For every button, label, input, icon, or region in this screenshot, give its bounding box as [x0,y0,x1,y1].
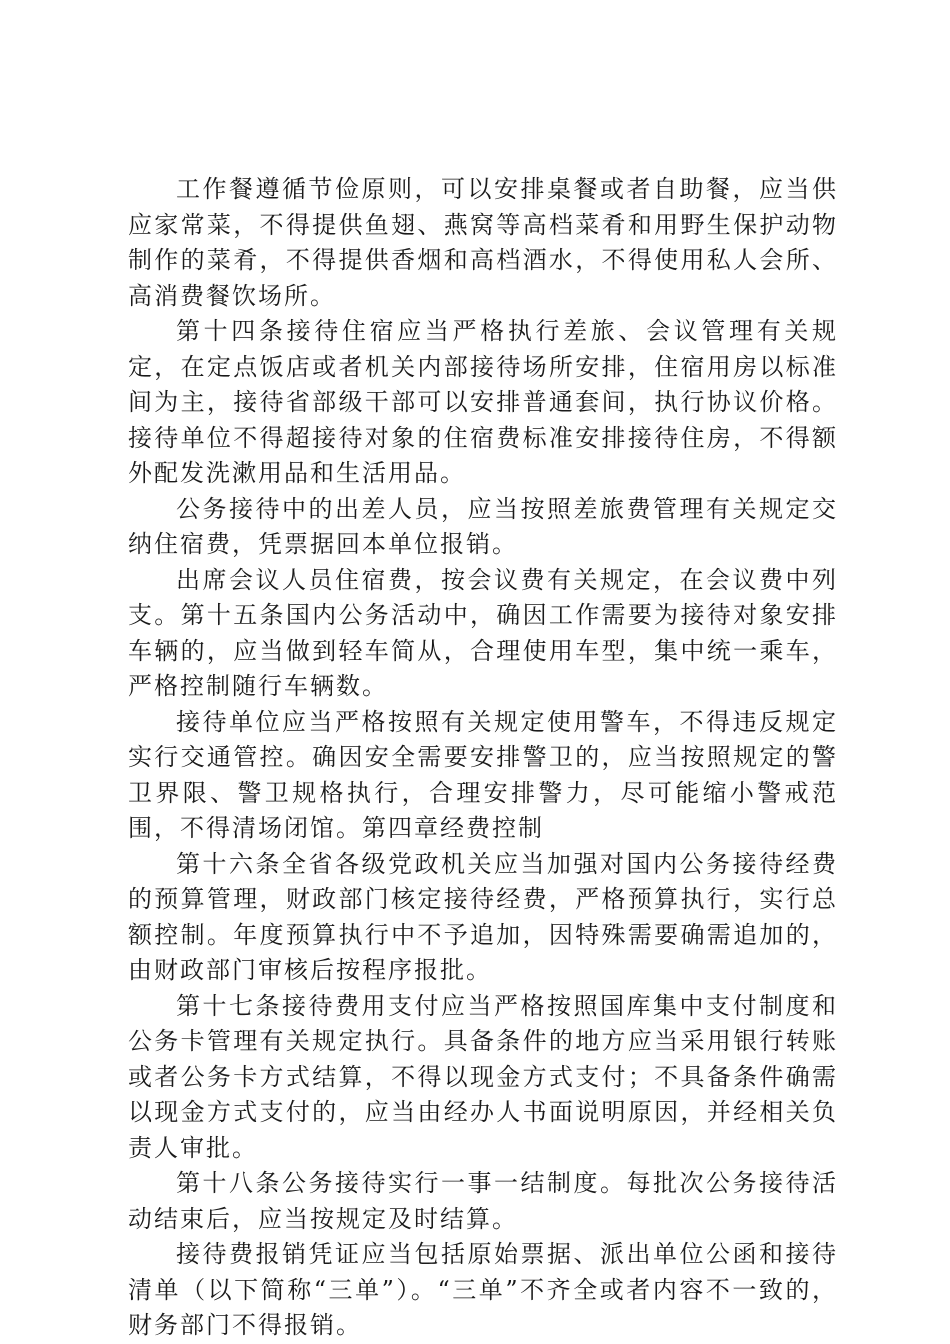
paragraph-article-15-vehicles: 出席会议人员住宿费，按会议费有关规定，在会议费中列支。第十五条国内公务活动中，确因工作需要为接待对象安排车辆的，应当做到轻车简从，合理使用车型，集中统一乘车，严格控制随行车辆数。 [128,565,838,700]
paragraph-article-17-payment: 第十七条接待费用支付应当严格按照国库集中支付制度和公务卡管理有关规定执行。具备条件的地方应当采用银行转账或者公务卡方式结算，不得以现金方式支付；不具备条件确需以现金方式支付的，应当由经办人书面说明原因，并经相关负责人审批。 [128,991,838,1162]
paragraph-business-travelers: 公务接待中的出差人员，应当按照差旅费管理有关规定交纳住宿费，凭票据回本单位报销。 [128,494,838,558]
paragraph-article-14-accommodation: 第十四条接待住宿应当严格执行差旅、会议管理有关规定，在定点饭店或者机关内部接待场所安排，住宿用房以标准间为主，接待省部级干部可以安排普通套间，执行协议价格。接待单位不得超接待对象的住宿费标准安排接待住房，不得额外配发洗漱用品和生活用品。 [128,317,838,487]
paragraph-article-18-settlement: 第十八条公务接待实行一事一结制度。每批次公务接待活动结束后，应当按规定及时结算。 [128,1169,838,1233]
paragraph-work-meal: 工作餐遵循节俭原则，可以安排桌餐或者自助餐，应当供应家常菜，不得提供鱼翅、燕窝等高档菜肴和用野生保护动物制作的菜肴，不得提供香烟和高档酒水，不得使用私人会所、高消费餐饮场所。 [128,175,838,310]
document-body [128,172,838,1344]
paragraph-police-escort: 接待单位应当严格按照有关规定使用警车，不得违反规定实行交通管控。确因安全需要安排警卫的，应当按照规定的警卫界限、警卫规格执行，合理安排警力，尽可能缩小警戒范围，不得清场闭馆。第四章经费控制 [128,707,838,842]
paragraph-article-16-budget: 第十六条全省各级党政机关应当加强对国内公务接待经费的预算管理，财政部门核定接待经费，严格预算执行，实行总额控制。年度预算执行中不予追加，因特殊需要确需追加的，由财政部门审核后按程序报批。 [128,849,838,984]
paragraph-reimbursement-documents: 接待费报销凭证应当包括原始票据、派出单位公函和接待清单（以下简称“三单”）。“三单”不齐全或者内容不一致的，财务部门不得报销。 [128,1240,838,1339]
